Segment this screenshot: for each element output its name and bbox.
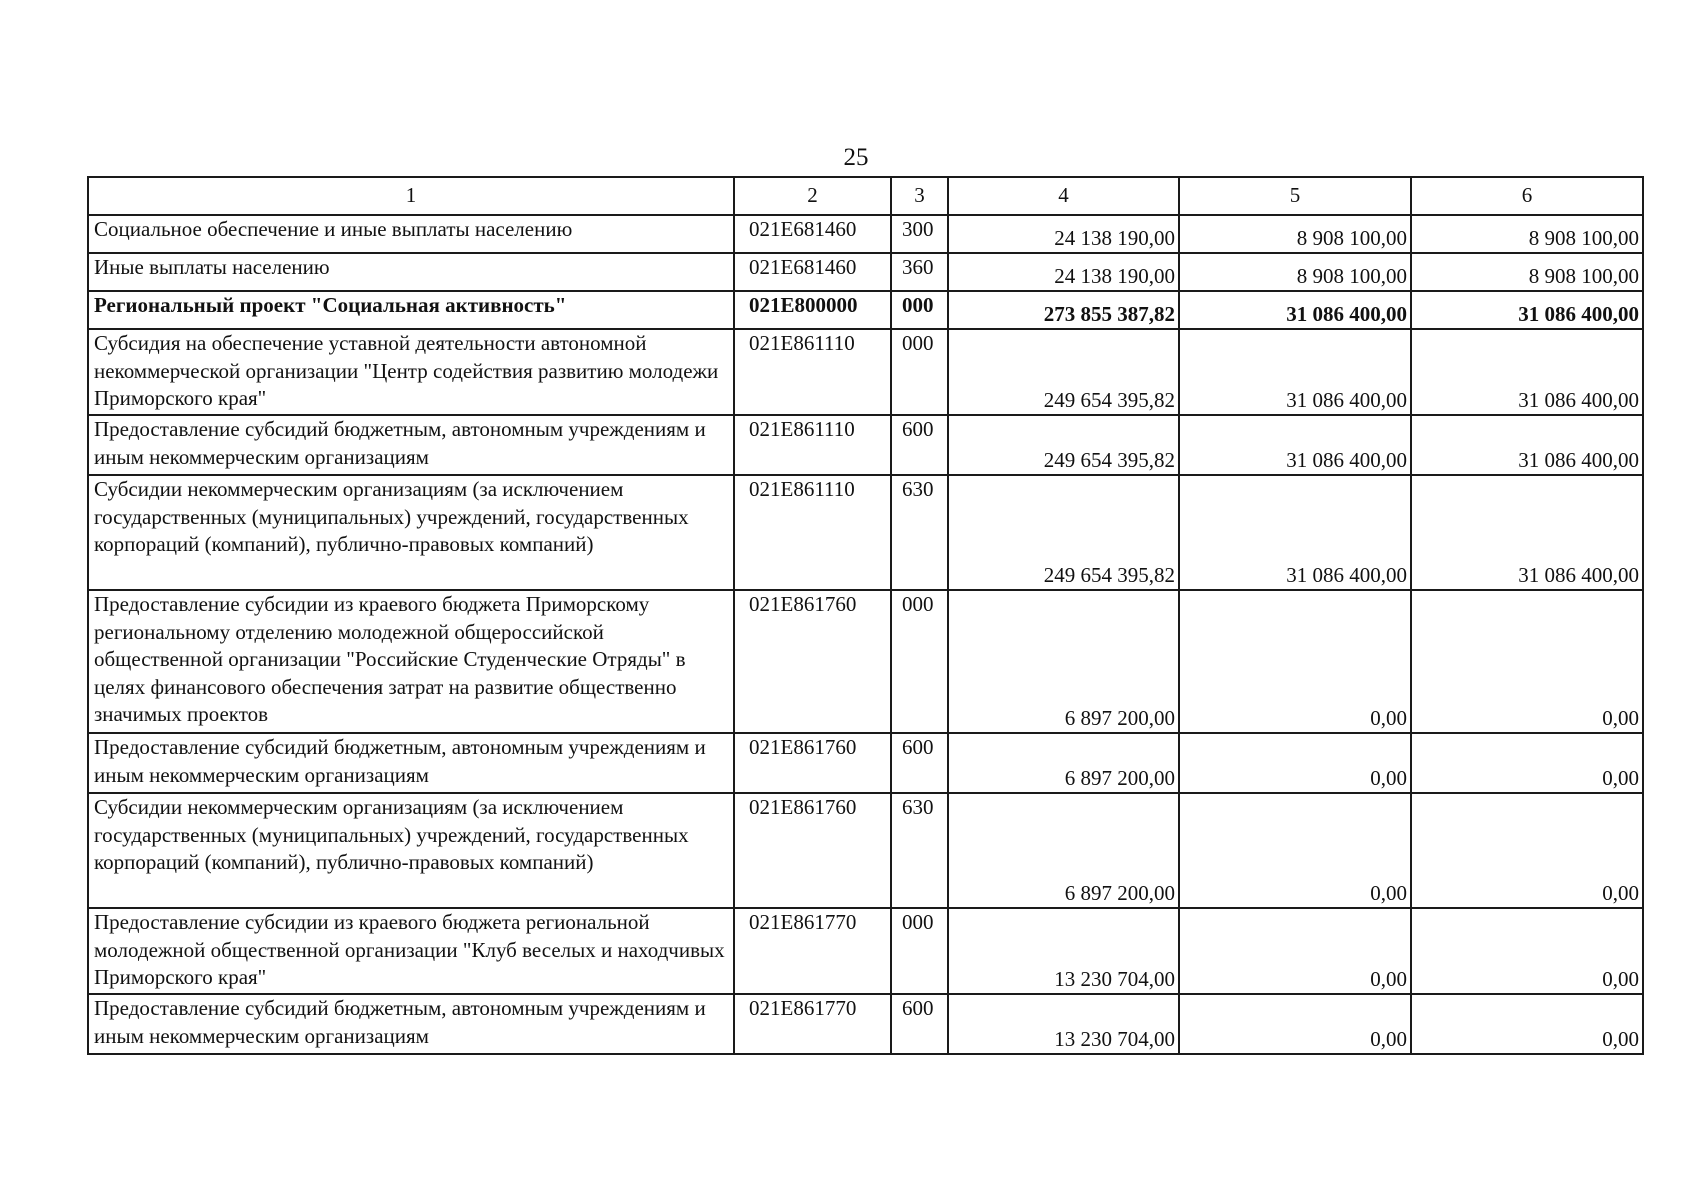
row-name: Социальное обеспечение и иные выплаты населению: [88, 215, 734, 253]
row-name: Предоставление субсидий бюджетным, автономным учреждениям и иным некоммерческим организациям: [88, 415, 734, 475]
row-amount-col5: 0,00: [1179, 590, 1411, 733]
row-amount-col6: 8 908 100,00: [1411, 253, 1643, 291]
row-amount-col4: 6 897 200,00: [948, 793, 1179, 908]
column-header: 4: [948, 177, 1179, 215]
row-amount-col5: 8 908 100,00: [1179, 253, 1411, 291]
row-amount-col6: 31 086 400,00: [1411, 329, 1643, 415]
row-code: 021E861770: [734, 994, 891, 1054]
row-type: 000: [891, 291, 948, 329]
row-name: Субсидия на обеспечение уставной деятельности автономной некоммерческой организации "Центр содействия развитию молодежи Приморского края": [88, 329, 734, 415]
column-header: 1: [88, 177, 734, 215]
column-header: 3: [891, 177, 948, 215]
row-amount-col6: 0,00: [1411, 994, 1643, 1054]
row-amount-col5: 0,00: [1179, 908, 1411, 994]
row-amount-col6: 8 908 100,00: [1411, 215, 1643, 253]
table-row: [88, 415, 1643, 475]
row-type: 600: [891, 733, 948, 793]
row-type: 600: [891, 994, 948, 1054]
row-name: Иные выплаты населению: [88, 253, 734, 291]
row-amount-col4: 249 654 395,82: [948, 329, 1179, 415]
table-row: [88, 994, 1643, 1054]
row-type: 630: [891, 793, 948, 908]
row-code: 021E861770: [734, 908, 891, 994]
row-amount-col6: 31 086 400,00: [1411, 291, 1643, 329]
row-type: 000: [891, 590, 948, 733]
row-code: 021E681460: [734, 215, 891, 253]
column-header: 5: [1179, 177, 1411, 215]
row-code: 021E861110: [734, 329, 891, 415]
row-amount-col5: 31 086 400,00: [1179, 291, 1411, 329]
row-amount-col6: 31 086 400,00: [1411, 415, 1643, 475]
row-amount-col6: 0,00: [1411, 793, 1643, 908]
row-amount-col5: 8 908 100,00: [1179, 215, 1411, 253]
budget-table: [87, 176, 1644, 1055]
row-amount-col4: 13 230 704,00: [948, 908, 1179, 994]
row-amount-col5: 31 086 400,00: [1179, 475, 1411, 590]
row-name: Субсидии некоммерческим организациям (за исключением государственных (муниципальных) учреждений, государственных корпораций (компаний), публично-правовых компаний): [88, 475, 734, 590]
row-name: Предоставление субсидий бюджетным, автономным учреждениям и иным некоммерческим организациям: [88, 994, 734, 1054]
row-type: 300: [891, 215, 948, 253]
row-name: Предоставление субсидии из краевого бюджета Приморскому региональному отделению молодежной общероссийской общественной организации "Российские Студенческие Отряды" в целях финансового обеспечения затрат на развитие общественно значимых проектов: [88, 590, 734, 733]
row-type: 600: [891, 415, 948, 475]
row-amount-col4: 249 654 395,82: [948, 475, 1179, 590]
row-name: Предоставление субсидий бюджетным, автономным учреждениям и иным некоммерческим организациям: [88, 733, 734, 793]
table-row: [88, 215, 1643, 253]
table-row-project: [88, 291, 1643, 329]
table-row: [88, 253, 1643, 291]
table-row: [88, 475, 1643, 590]
row-code: 021E861760: [734, 793, 891, 908]
row-amount-col6: 0,00: [1411, 733, 1643, 793]
table-row: [88, 329, 1643, 415]
row-type: 360: [891, 253, 948, 291]
page-number: 25: [843, 144, 869, 171]
table-row: [88, 590, 1643, 733]
row-amount-col4: 13 230 704,00: [948, 994, 1179, 1054]
row-amount-col5: 31 086 400,00: [1179, 415, 1411, 475]
row-type: 000: [891, 329, 948, 415]
column-header: 2: [734, 177, 891, 215]
row-amount-col4: 6 897 200,00: [948, 733, 1179, 793]
row-code: 021E861760: [734, 733, 891, 793]
row-amount-col5: 0,00: [1179, 994, 1411, 1054]
row-amount-col4: 249 654 395,82: [948, 415, 1179, 475]
row-amount-col4: 24 138 190,00: [948, 215, 1179, 253]
row-type: 630: [891, 475, 948, 590]
row-name: Региональный проект "Социальная активность": [88, 291, 734, 329]
row-amount-col4: 24 138 190,00: [948, 253, 1179, 291]
row-amount-col5: 0,00: [1179, 793, 1411, 908]
row-code: 021E861760: [734, 590, 891, 733]
row-amount-col6: 0,00: [1411, 908, 1643, 994]
row-amount-col6: 31 086 400,00: [1411, 475, 1643, 590]
row-code: 021E681460: [734, 253, 891, 291]
table-row: [88, 733, 1643, 793]
column-header: 6: [1411, 177, 1643, 215]
row-code: 021E800000: [734, 291, 891, 329]
row-code: 021E861110: [734, 415, 891, 475]
table-row: [88, 908, 1643, 994]
row-amount-col6: 0,00: [1411, 590, 1643, 733]
row-amount-col4: 6 897 200,00: [948, 590, 1179, 733]
row-name: Субсидии некоммерческим организациям (за исключением государственных (муниципальных) учреждений, государственных корпораций (компаний), публично-правовых компаний): [88, 793, 734, 908]
row-type: 000: [891, 908, 948, 994]
table-row: [88, 793, 1643, 908]
row-name: Предоставление субсидии из краевого бюджета региональной молодежной общественной организации "Клуб веселых и находчивых Приморского края": [88, 908, 734, 994]
table-header-row: [88, 177, 1643, 215]
row-amount-col4: 273 855 387,82: [948, 291, 1179, 329]
row-code: 021E861110: [734, 475, 891, 590]
row-amount-col5: 31 086 400,00: [1179, 329, 1411, 415]
row-amount-col5: 0,00: [1179, 733, 1411, 793]
